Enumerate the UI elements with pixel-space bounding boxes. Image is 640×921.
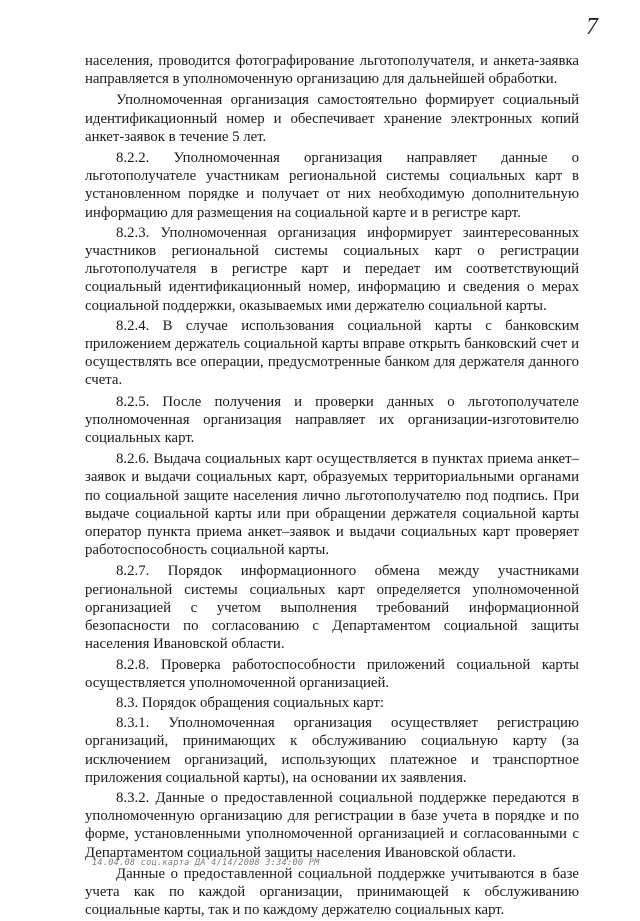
paragraph: населения, проводится фотографирование льготополучателя, и анкета-заявка направляется в уполномоченную организацию для дальнейшей обработки.	[85, 53, 579, 88]
paragraph: 8.2.6. Выдача социальных карт осуществляется в пунктах приема анкет–заявок и выдачи социальных карт, образуемых территориальными органами по социальной защите населения лично льготополучателю под подпись. При выдаче социальной карты или при обращении держателя социальной карты оператор пункта приема анкет–заявок и выдачи социальных карт проверяет работоспособность социальной карты.	[85, 451, 579, 559]
paragraph: 8.3. Порядок обращения социальных карт:	[116, 694, 385, 711]
paragraph: 8.2.2. Уполномоченная организация направляет данные о льготополучателе участникам региональной системы социальных карт в установленном порядке и получает от них необходимую дополнительную информацию для размещения на социальной карте и в регистре карт.	[85, 150, 579, 221]
paragraph: 8.2.7. Порядок информационного обмена между участниками региональной системы социальных карт определяется уполномоченной организацией с учетом выполнения требований информационной безопасности по согласованию с Департаментом социальной защиты населения Ивановской области.	[85, 563, 579, 653]
paragraph: 8.3.2. Данные о предоставленной социальной поддержке передаются в уполномоченную организацию для регистрации в базе учета в порядке и по форме, установленными уполномоченной организацией и согласованными с Департаментом социальной защиты населения Ивановской области.	[85, 789, 579, 861]
page-number: 7	[586, 14, 598, 40]
paragraph: Уполномоченная организация самостоятельно формирует социальный идентификационный номер и обеспечивает хранение электронных копий анкет-заявок в течение 5 лет.	[85, 92, 579, 145]
paragraph: 8.2.8. Проверка работоспособности приложений социальной карты осуществляется уполномоченной организацией.	[85, 656, 579, 691]
paragraph: 8.2.5. После получения и проверки данных о льготополучателе уполномоченная организация направляет их организации-изготовителю социальных карт.	[85, 393, 579, 447]
paragraph: Данные о предоставленной социальной поддержке учитываются в базе учета как по каждой организации, принимающей к обслуживанию социальные карты, так и по каждому держателю социальных карт.	[85, 865, 579, 919]
paragraph: 8.2.3. Уполномоченная организация информирует заинтересованных участников региональной системы социальных карт о регистрации льготополучателя в регистре карт и передает им соответствующий социальный идентификационный номер, информацию и сведения о мерах социальной поддержки, оказываемых ими держателю социальной карты.	[85, 224, 579, 314]
paragraph: 8.2.4. В случае использования социальной карты с банковским приложением держатель социальной карты вправе открыть банковский счет и осуществлять все операции, предусмотренные банком для держателя данного счета.	[85, 317, 579, 389]
document-body	[85, 52, 579, 921]
document-footer: 14.04.08 соц.карта ДА 4/14/2008 3:34:00 PM	[92, 858, 320, 868]
paragraph: 8.3.1. Уполномоченная организация осуществляет регистрацию организаций, принимающих к обслуживанию социальную карту (за исключением организаций, использующих платежное и транспортное приложения социальной карты), на основании их заявления.	[85, 715, 579, 786]
